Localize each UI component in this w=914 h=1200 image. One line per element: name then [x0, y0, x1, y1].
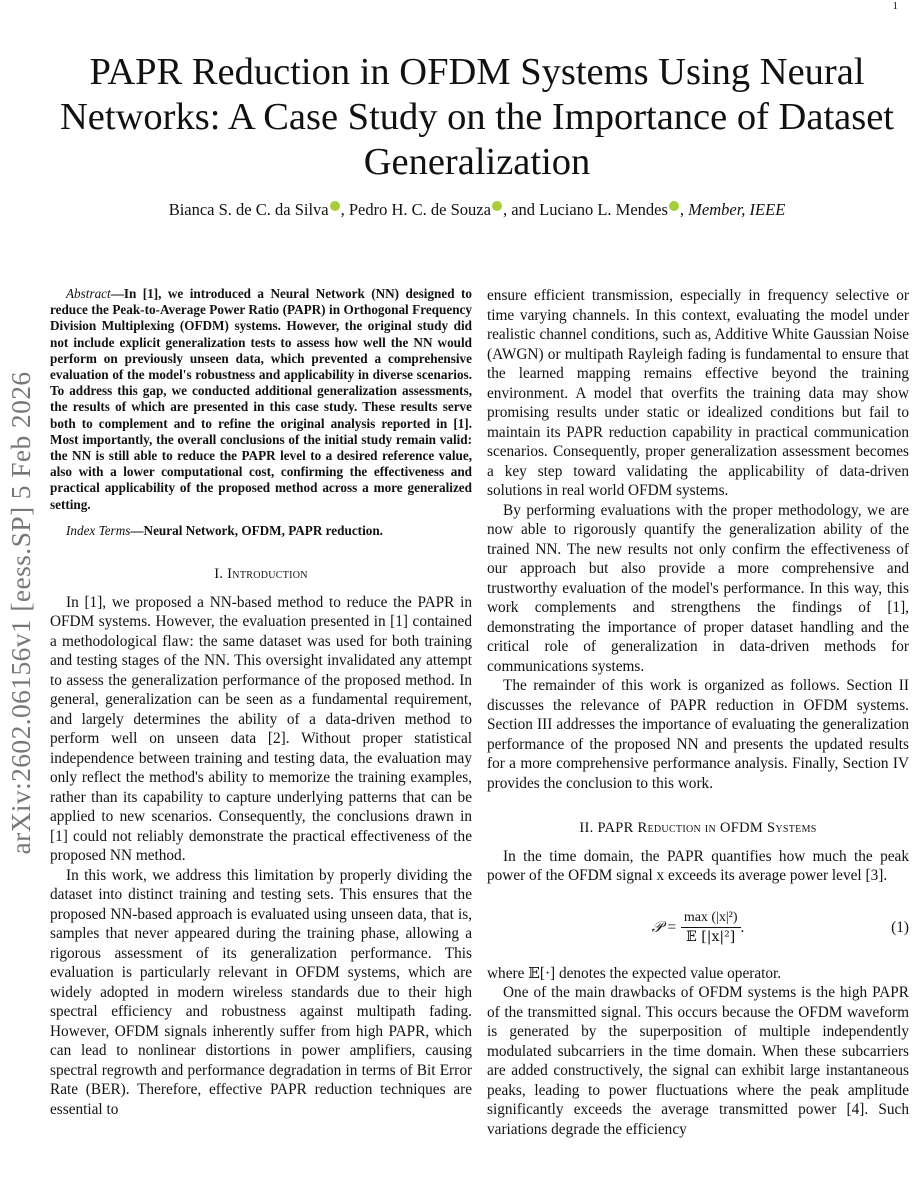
section-1-heading: I. Introduction: [214, 566, 308, 583]
right-column: [487, 286, 909, 1139]
author-line: Bianca S. de C. da Silva , Pedro H. C. de Souza , and Luciano L. Mendes , Member, IEEE: [168, 200, 786, 219]
equation-denominator: 𝔼 [|x|²]: [686, 929, 736, 945]
paragraph: In [1], we proposed a NN-based method to reduce the PAPR in OFDM systems. However, the evaluation presented in [1] contained a methodological flaw: the same dataset was used for both training and testing stages of the NN. This oversight invalidated any attempt to assess the generalization performance of the proposed method. In general, generalization can be seen as a fundamental requirement, and largely determines the ability of a data-driven method to perform well on unseen data [2]. Without proper statistical independence between training and testing data, the evaluation may only reflect the method's ability to memorize the training examples, rather than its capability to capture underlying patterns that can be applied to new scenarios. Consequently, the conclusions drawn in [1] could not reliably demonstrate the practical effectiveness of the proposed NN method.: [50, 593, 472, 865]
orcid-icon[interactable]: [330, 201, 340, 211]
left-column: [50, 286, 472, 1119]
equation-number: (1): [891, 918, 909, 936]
page-number: 1: [892, 0, 898, 12]
arxiv-stamp: [0, 318, 42, 908]
equation-numerator: max (|x|²): [681, 909, 741, 928]
arxiv-id: arXiv:2602.06156v1 [eess.SP] 5 Feb 2026: [5, 371, 36, 855]
index-terms-label: Index Terms: [66, 522, 131, 538]
author-3: and Luciano L. Mendes: [511, 200, 668, 219]
paragraph: One of the main drawbacks of OFDM systems is the high PAPR of the transmitted signal. This occurs because the OFDM waveform is generated by the superposition of multiple independently modulated subcarriers in the time domain. When these subcarriers are added constructively, the signal can exhibit large instantaneous peaks, leading to power fluctuations where the peak amplitude significantly exceeds the average transmitted power [4]. Such variations degrade the efficiency: [487, 984, 909, 1138]
author-1: Bianca S. de C. da Silva: [168, 200, 329, 219]
author-membership: Member, IEEE: [688, 200, 786, 219]
paragraph-continuation: ensure efficient transmission, especially in frequency selective or time varying channels. In this context, evaluating the model under realistic channel conditions, such as, Additive White Gaussian Noise (AWGN) or multipath Rayleigh fading is fundamental to ensure that the learned mapping remains effective beyond the training environment. A model that overfits the training data may show promising results under static or idealized conditions but fail to maintain its PAPR reduction capability in practical communication scenarios. Consequently, proper generalization assessment becomes a key step toward validating the applicability of data-driven solutions in real world OFDM systems.: [487, 287, 909, 499]
equation-lhs: 𝒫 =: [651, 918, 677, 936]
paragraph: where 𝔼[·] denotes the expected value operator.: [487, 964, 782, 982]
section-2-heading: II. PAPR Reduction in OFDM Systems: [579, 820, 817, 836]
abstract: [50, 286, 472, 513]
paragraph: The remainder of this work is organized as follows. Section II discusses the relevance of PAPR reduction in OFDM systems. Section III addresses the importance of evaluating the generalization performance of the proposed NN and presents the updated results for a more comprehensive performance analysis. Finally, Section IV provides the conclusion to this work.: [487, 677, 909, 792]
paragraph: By performing evaluations with the proper methodology, we are now able to rigorously quantify the generalization ability of the trained NN. The new results not only confirm the effectiveness of our approach but also provide a more comprehensive and trustworthy evaluation of the model's performance. In this way, this work complements and strengthens the findings of [1], demonstrating the importance of proper dataset handling and the critical role of generalization in data-driven methods for communications systems.: [487, 501, 909, 675]
index-terms-text: —Neural Network, OFDM, PAPR reduction.: [130, 522, 383, 538]
abstract-text: —In [1], we introduced a Neural Network (NN) designed to reduce the Peak-to-Average Power Ratio (PAPR) in Orthogonal Frequency Division Multiplexing (OFDM) systems. However, the original study did not include explicit generalization tests to assess how well the NN would perform on previously unseen data, which prevented a comprehensive evaluation of the model's robustness and applicability in diverse scenarios. To address this gap, we conducted additional generalization assessments, the results of which are presented in this case study. These results serve both to complement and to refine the original analysis reported in [1]. Most importantly, the overall conclusions of the initial study remain valid: the NN is still able to reduce the PAPR level to a desired reference value, also with a lower computational cost, confirming the effectiveness and practical applicability of the proposed method across a more generalized setting.: [50, 286, 472, 512]
orcid-icon[interactable]: [669, 201, 679, 211]
paragraph: In the time domain, the PAPR quantifies how much the peak power of the OFDM signal x exceeds its average power level [3].: [487, 847, 909, 884]
abstract-label: Abstract: [66, 286, 111, 301]
author-2: Pedro H. C. de Souza: [348, 200, 491, 219]
equation-tail: .: [740, 918, 745, 936]
index-terms: [50, 523, 472, 539]
paper-title: PAPR Reduction in OFDM Systems Using Neural Networks: A Case Study on the Importance of Dataset Generalization: [60, 51, 894, 183]
equation-fraction: [681, 909, 741, 946]
orcid-icon[interactable]: [492, 201, 502, 211]
paragraph: In this work, we address this limitation by properly dividing the dataset into distinct training and testing sets. This ensures that the proposed NN-based approach is evaluated using unseen data, that is, samples that never appeared during the training phase, allowing a rigorous assessment of its generalization performance. This evaluation is particularly relevant in OFDM systems, which are widely adopted in modern wireless standards due to their high spectral efficiency and robustness against multipath fading. However, OFDM signals inherently suffer from high PAPR, which can lead to nonlinear distortions in power amplifiers, causing spectral regrowth and performance degradation in terms of Bit Error Rate (BER). Therefore, effective PAPR reduction techniques are essential to: [50, 866, 472, 1118]
equation-papr: [487, 900, 909, 956]
